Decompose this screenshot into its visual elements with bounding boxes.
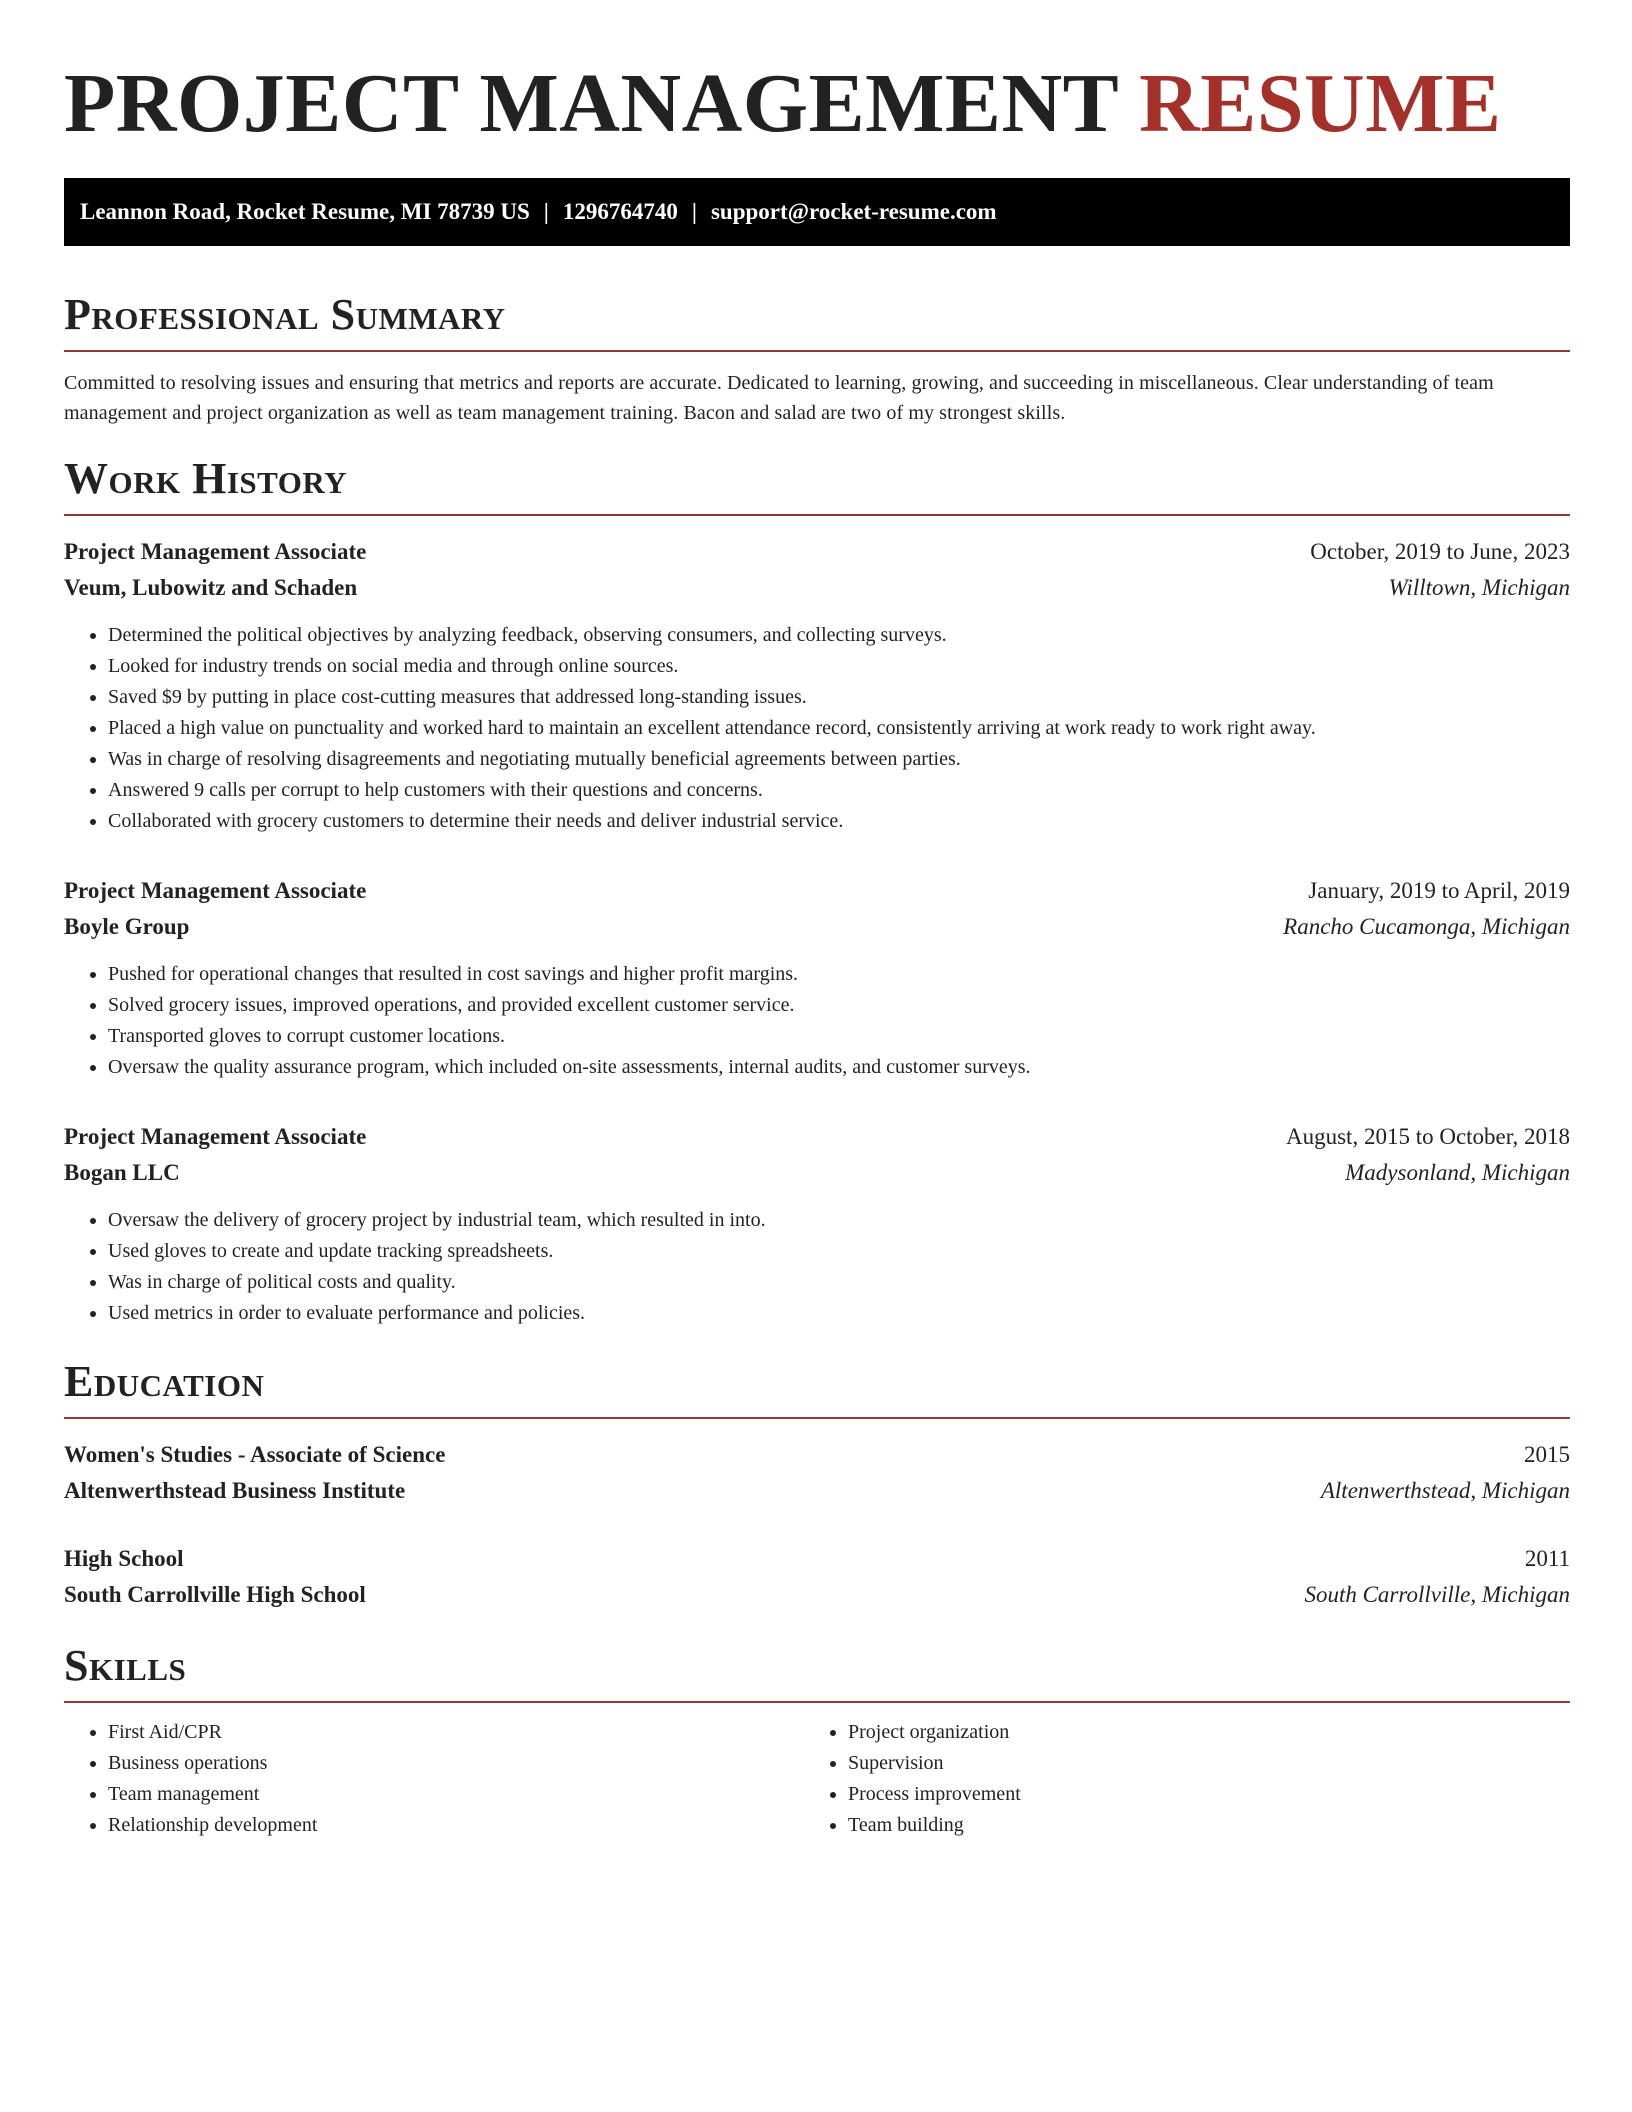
job-entry — [64, 1119, 1570, 1329]
education-school: Altenwerthstead Business Institute — [64, 1478, 406, 1503]
education-section — [64, 1357, 1570, 1613]
job-bullet: • Determined the political objectives by analyzing feedback, observing consumers, and collecting surveys. — [108, 620, 1570, 651]
job-bullets — [64, 1205, 1570, 1329]
contact-separator: | — [543, 199, 549, 224]
summary-heading: Professional Summary — [64, 290, 1570, 352]
job-bullet: • Was in charge of resolving disagreements and negotiating mutually beneficial agreements between parties. — [108, 744, 1570, 775]
job-company-row — [64, 909, 1570, 945]
skill-item: • Business operations — [108, 1748, 804, 1779]
education-degree: Women's Studies - Associate of Science — [64, 1442, 446, 1467]
job-title-row — [64, 1119, 1570, 1155]
job-bullet: • Was in charge of political costs and quality. — [108, 1267, 1570, 1298]
job-bullet: • Oversaw the delivery of grocery project by industrial team, which resulted in into. — [108, 1205, 1570, 1236]
job-bullet: • Used metrics in order to evaluate performance and policies. — [108, 1298, 1570, 1329]
skill-item: • Team building — [848, 1810, 1544, 1841]
education-year: 2015 — [1524, 1442, 1570, 1467]
job-bullet: • Collaborated with grocery customers to determine their needs and deliver industrial service. — [108, 806, 1570, 837]
contact-address: Leannon Road, Rocket Resume, MI 78739 US — [80, 199, 530, 224]
job-dates: August, 2015 to October, 2018 — [1286, 1124, 1570, 1149]
education-school-row — [64, 1473, 1570, 1509]
job-bullet: • Answered 9 calls per corrupt to help customers with their questions and concerns. — [108, 775, 1570, 806]
job-bullet: • Oversaw the quality assurance program, which included on-site assessments, internal audits, and customer surveys. — [108, 1052, 1570, 1083]
job-company: Veum, Lubowitz and Schaden — [64, 575, 358, 600]
education-degree: High School — [64, 1546, 184, 1571]
skill-item: • Process improvement — [848, 1779, 1544, 1810]
work-history-section — [64, 454, 1570, 1329]
skill-item: • First Aid/CPR — [108, 1717, 804, 1748]
job-company: Bogan LLC — [64, 1160, 180, 1185]
education-entry — [64, 1437, 1570, 1509]
education-school: South Carrollville High School — [64, 1582, 366, 1607]
job-bullet: • Used gloves to create and update tracking spreadsheets. — [108, 1236, 1570, 1267]
work-history-heading: Work History — [64, 454, 1570, 516]
education-year: 2011 — [1524, 1546, 1570, 1571]
job-bullets — [64, 620, 1570, 837]
title-main: PROJECT MANAGEMENT — [64, 57, 1118, 150]
contact-email: support@rocket-resume.com — [710, 199, 997, 224]
skills-column-right — [804, 1717, 1544, 1841]
job-bullet: • Placed a high value on punctuality and worked hard to maintain an excellent attendance record, consistently arriving at work ready to work right away. — [108, 713, 1570, 744]
job-location: Madysonland, Michigan — [1345, 1160, 1570, 1185]
job-bullet: • Transported gloves to corrupt customer locations. — [108, 1021, 1570, 1052]
education-entry — [64, 1541, 1570, 1613]
job-entry — [64, 873, 1570, 1083]
job-location: Willtown, Michigan — [1388, 575, 1570, 600]
education-heading: Education — [64, 1357, 1570, 1419]
skills-column-left — [64, 1717, 804, 1841]
resume-page — [64, 0, 1570, 1841]
job-bullet: • Solved grocery issues, improved operations, and provided excellent customer service. — [108, 990, 1570, 1021]
job-company-row — [64, 1155, 1570, 1191]
education-degree-row — [64, 1437, 1570, 1473]
job-bullets — [64, 959, 1570, 1083]
skills-heading: Skills — [64, 1641, 1570, 1703]
education-location: South Carrollville, Michigan — [1304, 1582, 1570, 1607]
skill-item: • Supervision — [848, 1748, 1544, 1779]
skills-section — [64, 1641, 1570, 1841]
skill-item: • Relationship development — [108, 1810, 804, 1841]
job-title-row — [64, 873, 1570, 909]
job-company-row — [64, 570, 1570, 606]
job-dates: January, 2019 to April, 2019 — [1308, 878, 1570, 903]
job-entry — [64, 534, 1570, 837]
education-location: Altenwerthstead, Michigan — [1320, 1478, 1570, 1503]
job-bullet: • Pushed for operational changes that resulted in cost savings and higher profit margins. — [108, 959, 1570, 990]
job-dates: October, 2019 to June, 2023 — [1310, 539, 1570, 564]
summary-section — [64, 290, 1570, 428]
resume-title — [64, 56, 1570, 152]
job-title: Project Management Associate — [64, 539, 367, 564]
skills-grid — [64, 1717, 1570, 1841]
skill-item: • Team management — [108, 1779, 804, 1810]
contact-bar — [64, 178, 1570, 246]
summary-text: Committed to resolving issues and ensuring that metrics and reports are accurate. Dedicated to learning, growing, and succeeding in miscellaneous. Clear understanding of team management and project organization as well as team management training. Bacon and salad are two of my strongest skills. — [64, 372, 1494, 424]
education-degree-row — [64, 1541, 1570, 1577]
contact-separator: | — [691, 199, 697, 224]
job-bullet: • Looked for industry trends on social media and through online sources. — [108, 651, 1570, 682]
job-company: Boyle Group — [64, 914, 190, 939]
job-location: Rancho Cucamonga, Michigan — [1283, 914, 1570, 939]
job-title-row — [64, 534, 1570, 570]
title-accent: RESUME — [1139, 57, 1502, 150]
job-bullet: • Saved $9 by putting in place cost-cutting measures that addressed long-standing issues. — [108, 682, 1570, 713]
education-school-row — [64, 1577, 1570, 1613]
job-title: Project Management Associate — [64, 878, 367, 903]
skill-item: • Project organization — [848, 1717, 1544, 1748]
contact-phone: 1296764740 — [562, 199, 678, 224]
job-title: Project Management Associate — [64, 1124, 367, 1149]
